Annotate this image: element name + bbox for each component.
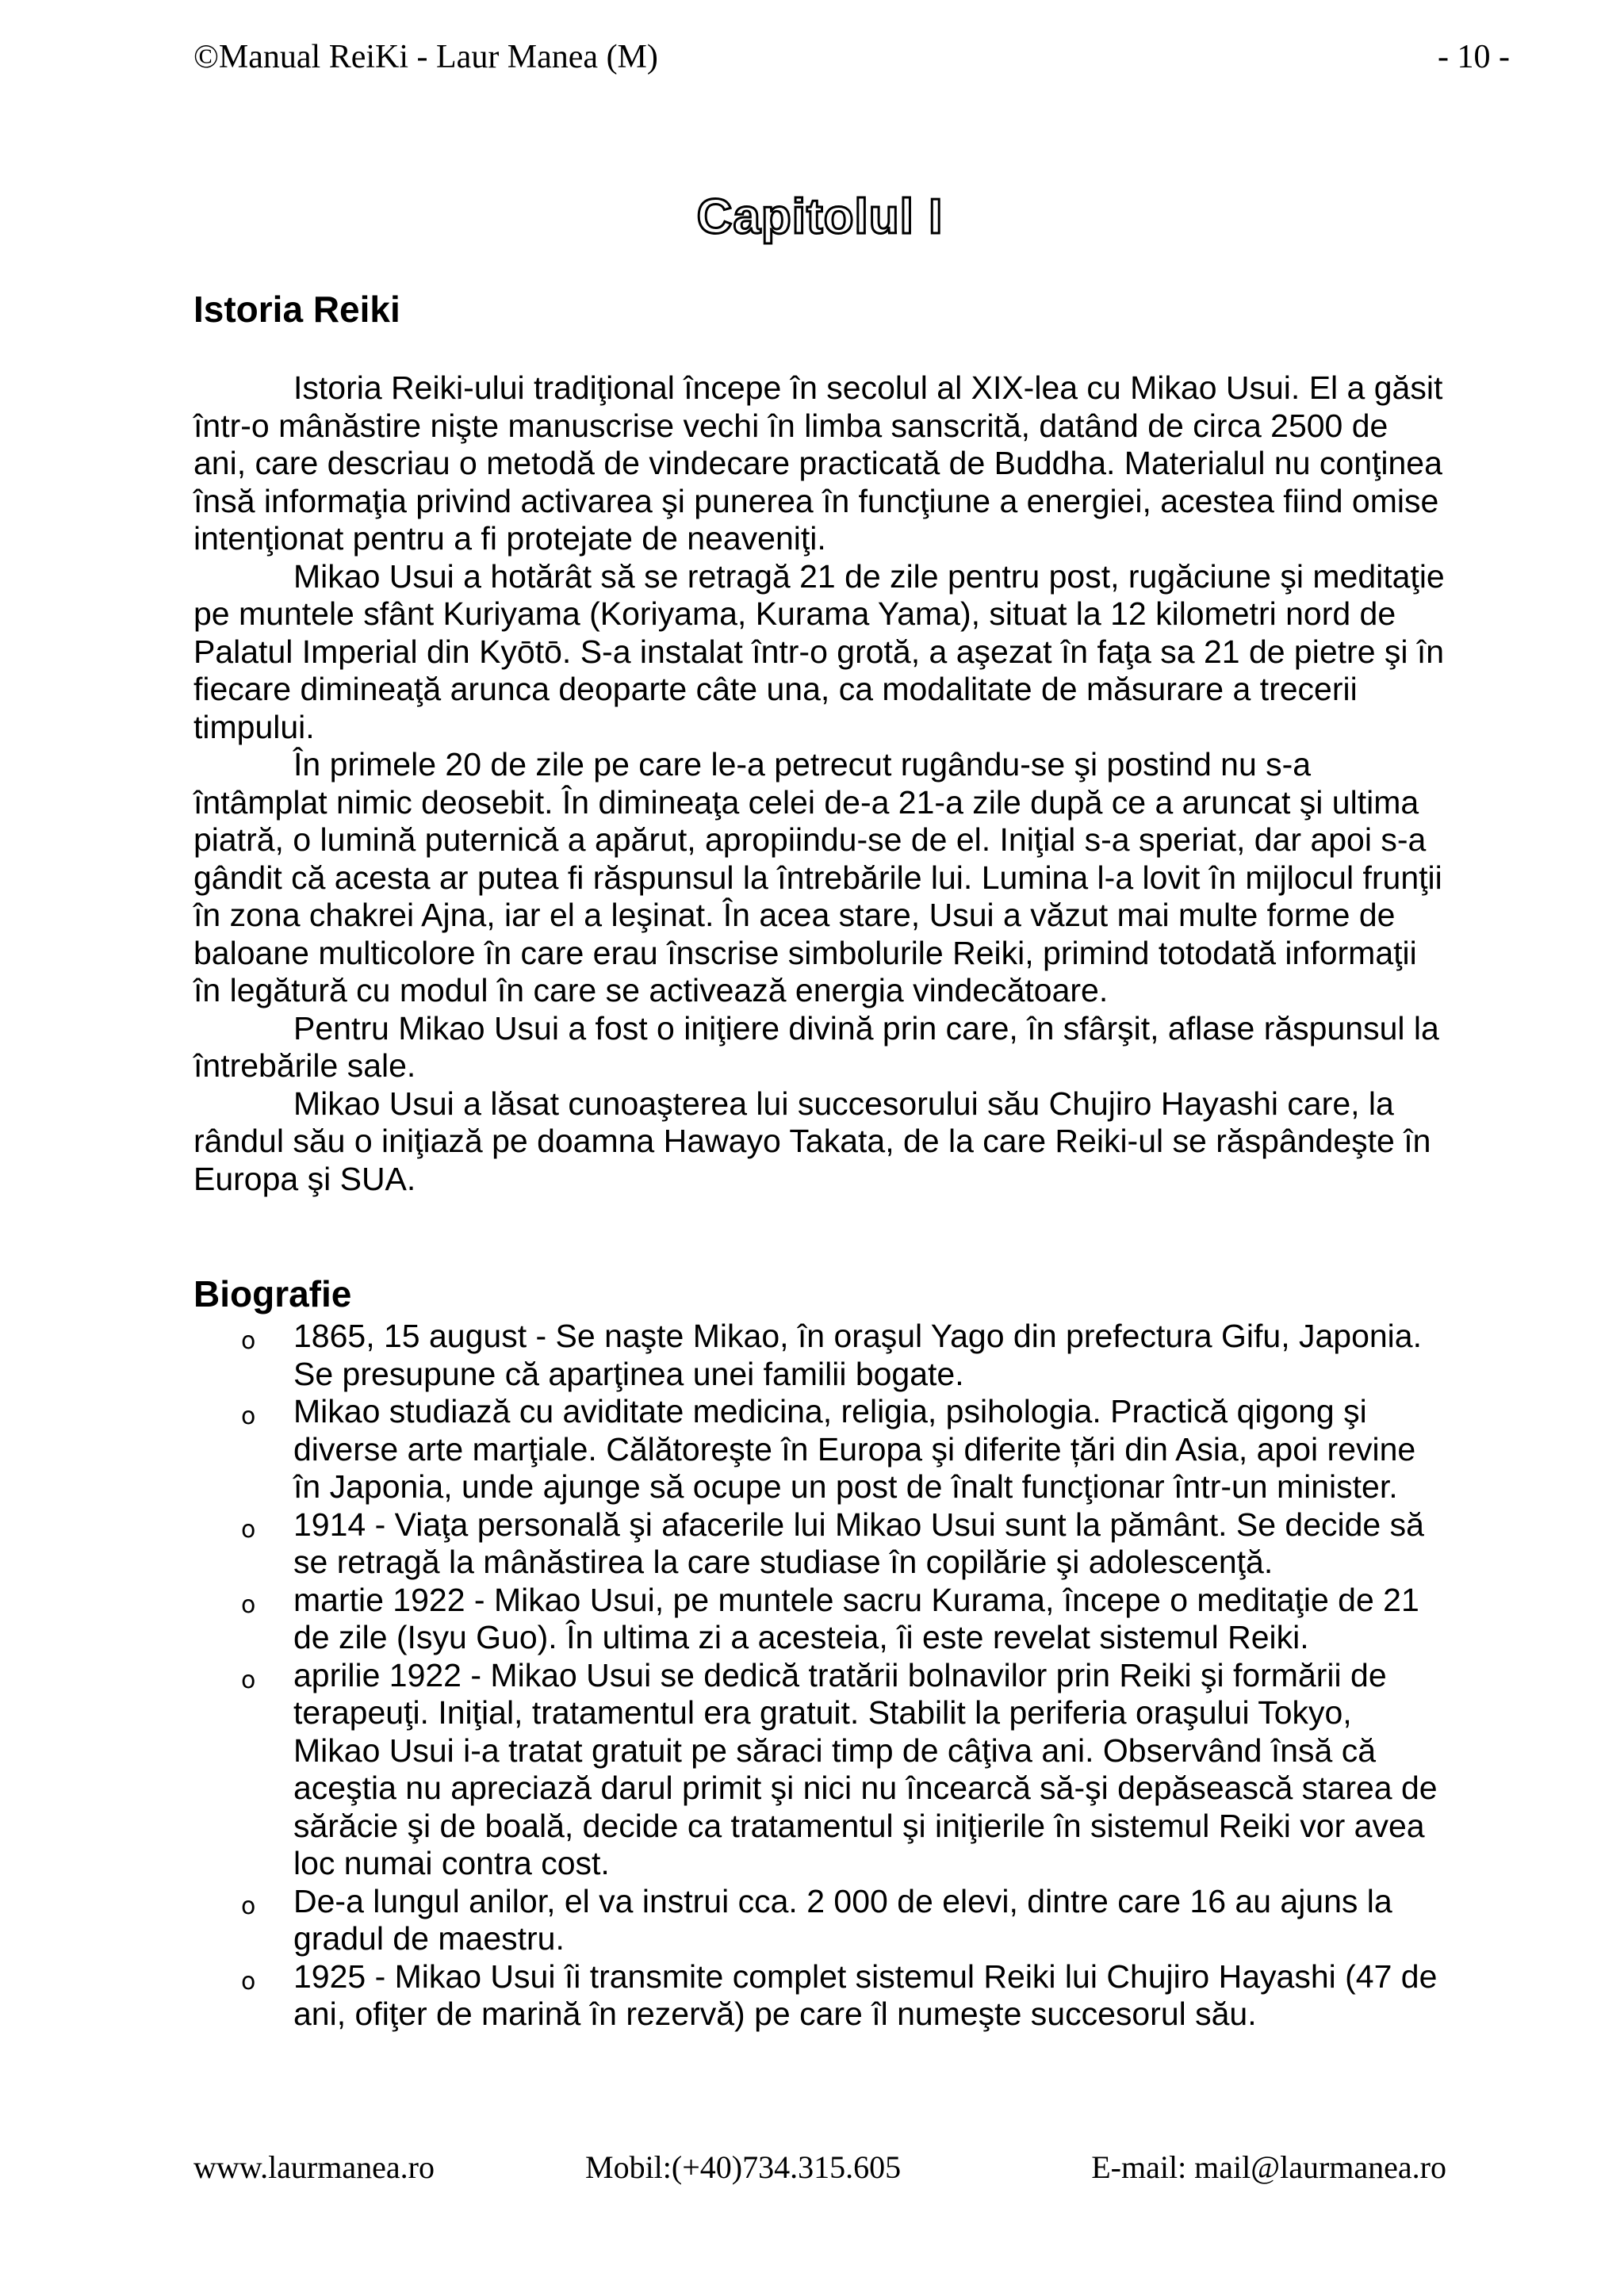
biography-list <box>193 1318 1446 2034</box>
list-item-text: 1865, 15 august - Se naşte Mikao, în oraşul Yago din prefectura Gifu, Japonia. Se presupune că aparţinea unei familii bogate. <box>293 1318 1422 1392</box>
page-number: - 10 - <box>1438 39 1510 75</box>
bullet-icon: o <box>241 1590 256 1619</box>
list-item <box>193 1958 1446 2034</box>
running-header <box>193 35 1510 79</box>
list-item <box>193 1393 1446 1506</box>
bullet-icon: o <box>241 1402 256 1430</box>
paragraph: Mikao Usui a lăsat cunoaşterea lui succesorului său Chujiro Hayashi care, la rândul său o iniţiază pe doamna Hawayo Takata, de la care Reiki-ul se răspândeşte în Europa şi SUA. <box>193 1085 1431 1197</box>
list-item <box>193 1657 1446 1883</box>
chapter-heading <box>0 187 1624 247</box>
bullet-icon: o <box>241 1327 256 1355</box>
list-item-text: De-a lungul anilor, el va instrui cca. 2 000 de elevi, dintre care 16 au ajuns la gradul de maestru. <box>293 1882 1392 1957</box>
chapter-title: Capitolul I <box>696 189 944 244</box>
bullet-icon: o <box>241 1515 256 1544</box>
list-item-text: 1914 - Viaţa personală şi afacerile lui Mikao Usui sunt la pământ. Se decide să se retragă la mânăstirea la care studiase în copilărie şi adolescenţă. <box>293 1506 1424 1580</box>
section-title-history: Istoria Reiki <box>193 289 400 330</box>
list-item-text: aprilie 1922 - Mikao Usui se dedică tratării bolnavilor prin Reiki şi formării de terapeuţi. Iniţial, tratamentul era gratuit. Stabilit la periferia oraşului Tokyo, Mikao Usui i-a tratat gratuit pe săraci timp de câţiva ani. Observând însă că aceştia nu apreciază darul primit şi nici nu încearcă să-şi depăsească starea de sărăcie şi de boală, decide ca tratamentul şi iniţierile în sistemul Reiki vor avea loc numai contra cost. <box>293 1656 1438 1881</box>
list-item <box>193 1883 1446 1958</box>
list-item <box>193 1506 1446 1582</box>
footer-email[interactable]: E-mail: mail@laurmanea.ro <box>1091 2149 1446 2185</box>
list-item <box>193 1318 1446 1393</box>
list-item-text: martie 1922 - Mikao Usui, pe muntele sacru Kurama, începe o meditaţie de 21 de zile (Isyu Guo). În ultima zi a acesteia, îi este revelat sistemul Reiki. <box>293 1581 1419 1655</box>
header-title: ©Manual ReiKi - Laur Manea (M) <box>193 39 658 75</box>
paragraph: Pentru Mikao Usui a fost o iniţiere divină prin care, în sfârşit, aflase răspunsul la întrebările sale. <box>193 1009 1439 1084</box>
bullet-icon: o <box>241 1967 256 1996</box>
paragraph: În primele 20 de zile pe care le-a petrecut rugându-se şi postind nu s-a întâmplat nimic deosebit. În dimineaţa celei de-a 21-a zile după ce a aruncat şi ultima piatră, o lumină puternică a apărut, apropiindu-se de el. Iniţial s-a speriat, dar apoi s-a gândit că acesta ar putea fi răspunsul la întrebările lui. Lumina l-a lovit în mijlocul frunţii în zona chakrei Ajna, iar el a leşinat. În acea stare, Usui a văzut mai multe forme de baloane multicolore în care erau înscrise simbolurile Reiki, primind totodată informaţii în legătură cu modul în care se activează energia vindecătoare. <box>193 746 1442 1008</box>
footer-website-link[interactable]: www.laurmanea.ro <box>193 2149 435 2185</box>
paragraph: Istoria Reiki-ului tradiţional începe în secolul al XIX-lea cu Mikao Usui. El a găsit într-o mânăstire nişte manuscrise vechi în limba sanscrită, datând de circa 2500 de ani, care descriau o metodă de vindecare practicată de Buddha. Materialul nu conţinea însă informaţia privind activarea şi punerea în funcţiune a energiei, acestea fiind omise intenţionat pentru a fi protejate de neaveniţi. <box>193 369 1443 557</box>
bullet-icon: o <box>241 1666 256 1694</box>
page-footer <box>193 2145 1446 2190</box>
section-title-biography: Biografie <box>193 1273 352 1314</box>
list-item-text: Mikao studiază cu aviditate medicina, religia, psihologia. Practică qigong şi diverse arte marţiale. Călătoreşte în Europa şi diferite țări din Asia, apoi revine în Japonia, unde ajunge să ocupe un post de înalt funcţionar într-un minister. <box>293 1393 1416 1505</box>
history-body <box>193 369 1446 1198</box>
footer-phone: Mobil:(+40)734.315.605 <box>585 2149 902 2185</box>
list-item <box>193 1582 1446 1657</box>
paragraph: Mikao Usui a hotărât să se retragă 21 de zile pentru post, rugăciune şi meditaţie pe muntele sfânt Kuriyama (Koriyama, Kurama Yama), situat la 12 kilometri nord de Palatul Imperial din Kyōtō. S-a instalat într-o grotă, a aşezat în faţa sa 21 de pietre şi în fiecare dimineaţă arunca deoparte câte una, ca modalitate de măsurare a trecerii timpului. <box>193 557 1445 745</box>
bullet-icon: o <box>241 1892 256 1920</box>
list-item-text: 1925 - Mikao Usui îi transmite complet sistemul Reiki lui Chujiro Hayashi (47 de ani, ofiţer de marină în rezervă) pe care îl numeşte succesorul său. <box>293 1957 1438 2032</box>
